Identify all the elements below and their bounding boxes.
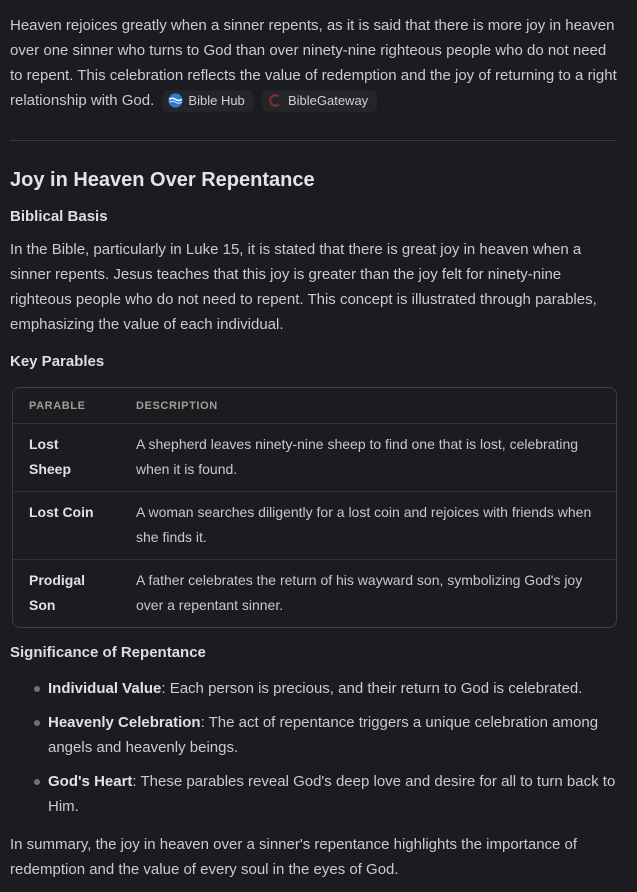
bullet-icon	[34, 720, 40, 726]
section-heading-key-parables: Key Parables	[10, 353, 105, 370]
bullet-icon	[34, 686, 40, 692]
section-heading-biblical-basis: Biblical Basis	[10, 208, 108, 225]
table-header-parable: PARABLE	[13, 388, 120, 424]
list-item-term: Individual Value	[48, 680, 162, 697]
parable-name: Lost Sheep	[29, 436, 72, 477]
summary-paragraph: In summary, the joy in heaven over a sinner's repentance highlights the importance of redemption and the value of every soul in the eyes of God.	[10, 836, 578, 878]
source-chip-label: BibleGateway	[287, 92, 369, 108]
source-chip-label: Bible Hub	[188, 92, 245, 108]
list-item-term: Heavenly Celebration	[48, 714, 201, 731]
table-header-description: DESCRIPTION	[120, 388, 616, 424]
table-row	[13, 560, 616, 628]
parable-description: A shepherd leaves ninety-nine sheep to find one that is lost, celebrating when it is found.	[136, 436, 579, 477]
article-title: Joy in Heaven Over Repentance	[10, 169, 315, 191]
table-row	[13, 424, 616, 492]
parable-description: A father celebrates the return of his wayward son, symbolizing God's joy over a repentant sinner.	[120, 560, 616, 628]
list-item	[35, 769, 617, 819]
list-item-text: : Each person is precious, and their return to God is celebrated.	[161, 680, 583, 697]
bullet-icon	[34, 779, 40, 785]
list-item-text: : The act of repentance triggers a unique celebration among angels and heavenly beings.	[48, 714, 599, 756]
significance-list	[10, 676, 617, 819]
intro-paragraph	[10, 13, 617, 113]
parable-name: Lost Coin	[13, 492, 120, 560]
bible-hub-icon	[168, 93, 183, 108]
list-item	[35, 676, 617, 701]
biblical-basis-paragraph: In the Bible, particularly in Luke 15, it is stated that there is great joy in heaven when a sinner repents. Jesus teaches that this joy is greater than the joy felt for ninety-nine righteous people who do not need to repent. This concept is illustrated through parables, emphasizing the value of each individual.	[10, 241, 597, 333]
list-item	[35, 710, 617, 760]
parable-name: Prodigal Son	[13, 560, 120, 628]
section-heading-significance: Significance of Repentance	[10, 644, 206, 661]
parable-description: A woman searches diligently for a lost coin and rejoices with friends when she finds it.	[120, 492, 616, 560]
table-row	[13, 492, 616, 560]
parables-table	[12, 387, 617, 628]
source-chip-bible-hub[interactable]	[162, 90, 253, 112]
intro-text: Heaven rejoices greatly when a sinner repents, as it is said that there is more joy in heaven over one sinner who turns to God than over ninety-nine righteous people who do not need to repent. This celebration reflects the value of redemption and the joy of returning to a right relationship with God.	[10, 17, 617, 109]
list-item-text: : These parables reveal God's deep love and desire for all to turn back to Him.	[48, 773, 616, 815]
source-chip-bible-gateway[interactable]	[262, 90, 377, 112]
section-divider	[10, 140, 617, 141]
table-header-row	[13, 388, 616, 424]
list-item-term: God's Heart	[48, 773, 133, 790]
bible-gateway-icon	[268, 93, 283, 108]
